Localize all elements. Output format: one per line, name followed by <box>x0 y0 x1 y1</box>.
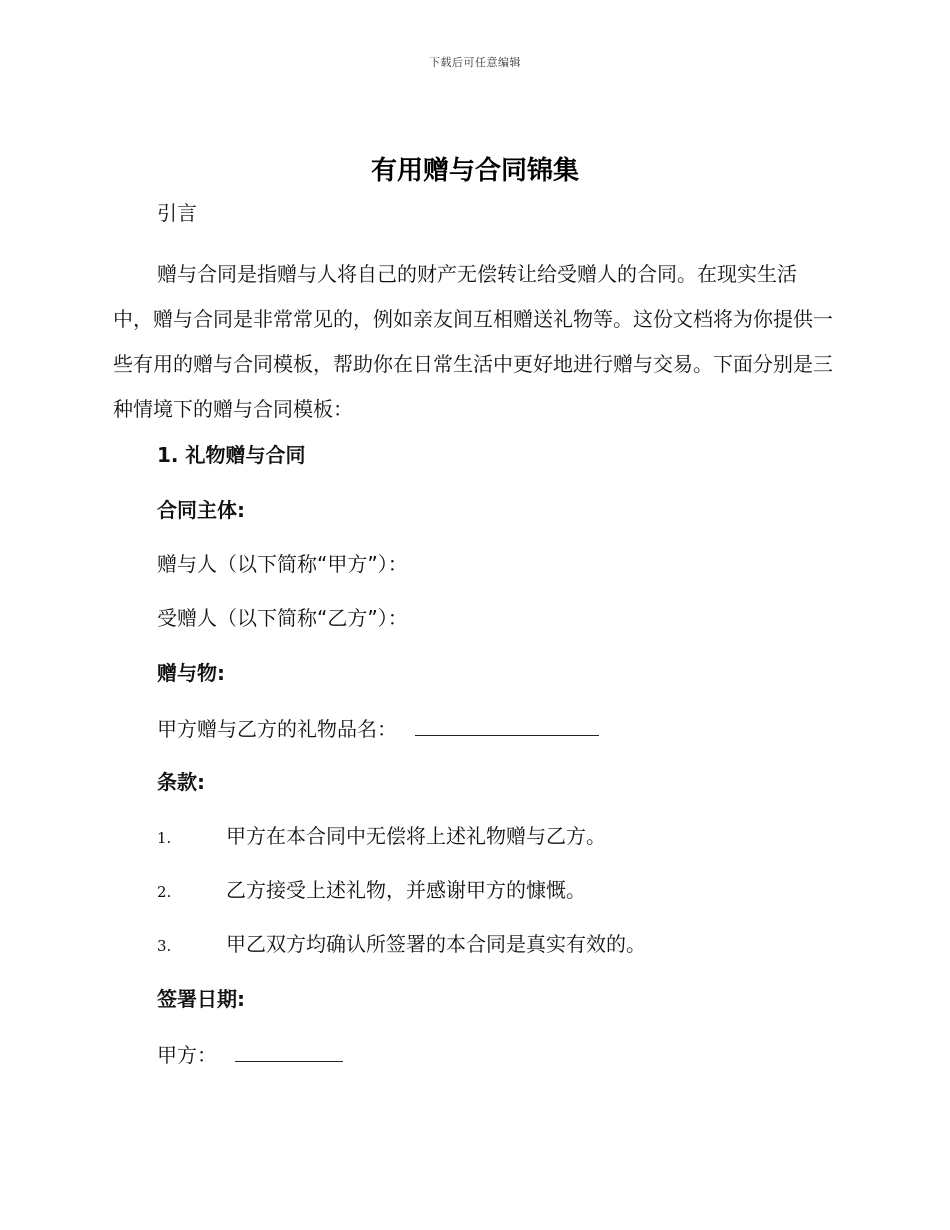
contract-subject-label: 合同主体: <box>157 498 245 522</box>
term-text: 甲方在本合同中无偿将上述礼物赠与乙方。 <box>226 824 606 848</box>
terms-label: 条款: <box>157 770 205 794</box>
term-number: 3. <box>157 937 172 955</box>
donor-line: 赠与人（以下简称“甲方”）： <box>157 552 408 576</box>
gift-item-row <box>157 713 599 743</box>
intro-paragraph: 赠与合同是指赠与人将自己的财产无偿转让给受赠人的合同。在现实生活中，赠与合同是非常常见的，例如亲友间互相赠送礼物等。这份文档将为你提供一些有用的赠与合同模板，帮助你在日常生活中更好地进行赠与交易。下面分别是三种情境下的赠与合同模板： <box>113 262 833 421</box>
document-title: 有用赠与合同锦集 <box>370 156 579 186</box>
section-heading-gift-contract: 1. 礼物赠与合同 <box>157 443 306 467</box>
term-number: 1. <box>157 829 172 847</box>
gift-label: 赠与物: <box>157 661 225 685</box>
term-text: 甲乙双方均确认所签署的本合同是真实有效的。 <box>226 932 646 956</box>
header-note: 下载后可任意编辑 <box>429 56 521 69</box>
intro-heading: 引言 <box>157 201 197 225</box>
term-text: 乙方接受上述礼物，并感谢甲方的慷慨。 <box>226 878 586 902</box>
gift-item-blank-field[interactable] <box>415 713 599 736</box>
party-a-blank-field[interactable] <box>235 1039 343 1062</box>
donee-line: 受赠人（以下简称“乙方”）： <box>157 606 408 630</box>
gift-item-label: 甲方赠与乙方的礼物品名： <box>157 717 397 741</box>
party-a-label: 甲方： <box>157 1043 217 1067</box>
signing-date-label: 签署日期: <box>157 987 245 1011</box>
term-number: 2. <box>157 883 172 901</box>
party-a-signature-row <box>157 1039 343 1069</box>
